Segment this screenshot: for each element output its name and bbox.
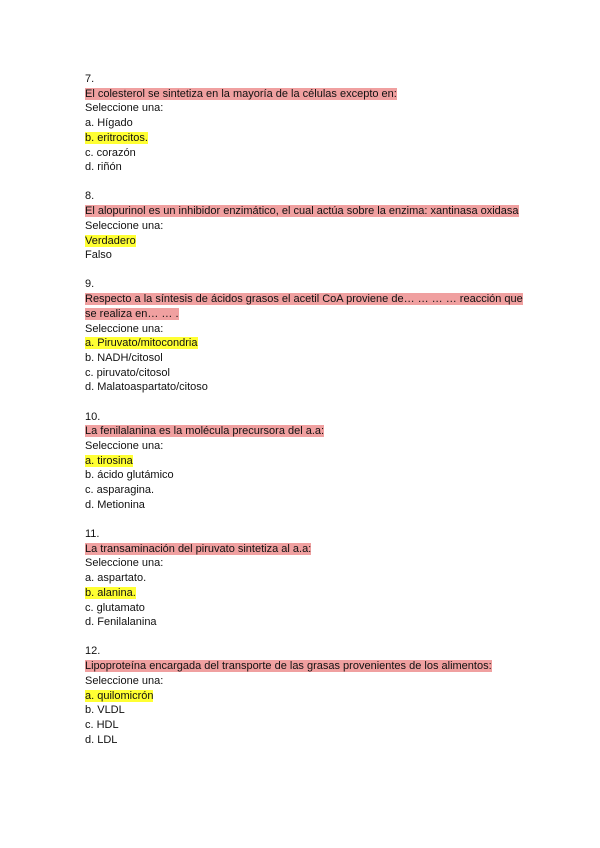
question-stem: Respecto a la síntesis de ácidos grasos el acetil CoA proviene de… … … … reacción que se realiza en… … . (85, 293, 523, 320)
question-11 (85, 527, 525, 630)
question-10 (85, 410, 525, 513)
option-a[interactable]: a. Hígado (85, 117, 133, 130)
question-12 (85, 644, 525, 747)
option-c[interactable]: c. asparagina. (85, 484, 155, 497)
question-stem: La transaminación del piruvato sintetiza al a.a: (85, 542, 312, 555)
select-prompt: Seleccione una: (85, 439, 164, 452)
option-true-selected[interactable]: Verdadero (85, 234, 136, 247)
select-prompt: Seleccione una: (85, 322, 164, 335)
option-d[interactable]: d. Metionina (85, 498, 145, 511)
option-c[interactable]: c. corazón (85, 146, 136, 159)
question-number: 8. (85, 190, 95, 203)
question-7 (85, 72, 525, 175)
question-number: 10. (85, 410, 101, 423)
select-prompt: Seleccione una: (85, 557, 164, 570)
option-b[interactable]: b. NADH/citosol (85, 351, 163, 364)
question-stem: El colesterol se sintetiza en la mayoría de la células excepto en: (85, 87, 397, 100)
option-d[interactable]: d. LDL (85, 733, 118, 746)
option-a[interactable]: a. aspartato. (85, 572, 147, 585)
option-b-selected[interactable]: b. alanina. (85, 586, 136, 599)
option-false[interactable]: Falso (85, 249, 112, 262)
question-number: 11. (85, 527, 100, 540)
option-a-selected[interactable]: a. Piruvato/mitocondria (85, 337, 198, 350)
question-8 (85, 189, 525, 263)
option-c[interactable]: c. glutamato (85, 601, 145, 614)
option-b[interactable]: b. ácido glutámico (85, 469, 174, 482)
question-number: 9. (85, 278, 95, 291)
select-prompt: Seleccione una: (85, 219, 164, 232)
question-stem: Lipoproteína encargada del transporte de las grasas provenientes de los alimentos: (85, 660, 492, 673)
option-b-selected[interactable]: b. eritrocitos. (85, 131, 148, 144)
question-stem: La fenilalanina es la molécula precursora del a.a: (85, 425, 325, 438)
quiz-page (85, 72, 525, 762)
option-b[interactable]: b. VLDL (85, 704, 125, 717)
question-number: 12. (85, 645, 101, 658)
option-d[interactable]: d. Malatoaspartato/citoso (85, 381, 208, 394)
select-prompt: Seleccione una: (85, 674, 164, 687)
option-a-selected[interactable]: a. quilomicrón (85, 689, 154, 702)
option-c[interactable]: c. HDL (85, 718, 119, 731)
option-a-selected[interactable]: a. tirosina (85, 454, 133, 467)
question-number: 7. (85, 73, 95, 85)
option-d[interactable]: d. riñón (85, 161, 122, 174)
select-prompt: Seleccione una: (85, 102, 164, 115)
option-c[interactable]: c. piruvato/citosol (85, 366, 170, 379)
option-d[interactable]: d. Fenilalanina (85, 616, 157, 629)
question-9 (85, 277, 525, 395)
question-stem: El alopurinol es un inhibidor enzimático, el cual actúa sobre la enzima: xantinasa oxidasa (85, 205, 519, 218)
